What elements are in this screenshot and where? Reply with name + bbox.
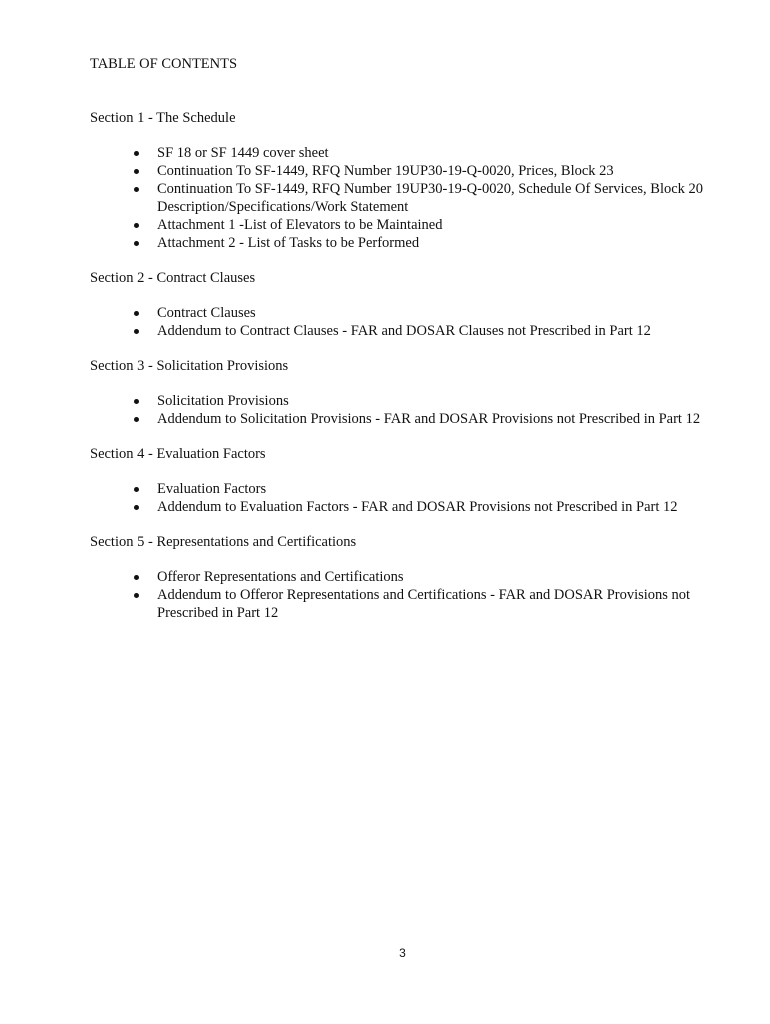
list-item: Addendum to Contract Clauses - FAR and DOSAR Clauses not Prescribed in Part 12: [157, 322, 730, 340]
page-number: 3: [399, 946, 406, 960]
list-item: Continuation To SF-1449, RFQ Number 19UP30-19-Q-0020, Prices, Block 23: [157, 162, 730, 180]
section-1: [90, 109, 730, 252]
toc-sections: [90, 109, 730, 639]
section-heading: Section 5 - Representations and Certifications: [90, 534, 357, 550]
list-item: Attachment 1 -List of Elevators to be Maintained: [157, 216, 730, 234]
section-2: [90, 269, 730, 340]
section-items: [90, 480, 730, 516]
list-item: Solicitation Provisions: [157, 392, 730, 410]
section-heading: Section 2 - Contract Clauses: [90, 270, 256, 286]
section-items: [90, 144, 730, 252]
section-heading: Section 4 - Evaluation Factors: [90, 446, 266, 462]
list-item: Continuation To SF-1449, RFQ Number 19UP30-19-Q-0020, Schedule Of Services, Block 20 Description/Specifications/Work Statement: [157, 180, 730, 216]
list-item: SF 18 or SF 1449 cover sheet: [157, 144, 730, 162]
section-items: [90, 304, 730, 340]
section-heading: Section 3 - Solicitation Provisions: [90, 358, 289, 374]
list-item: Addendum to Evaluation Factors - FAR and DOSAR Provisions not Prescribed in Part 12: [157, 498, 730, 516]
section-heading: Section 1 - The Schedule: [90, 110, 236, 126]
section-4: [90, 445, 730, 516]
section-5: [90, 533, 730, 622]
list-item: Addendum to Solicitation Provisions - FAR and DOSAR Provisions not Prescribed in Part 12: [157, 410, 730, 428]
list-item: Offeror Representations and Certifications: [157, 568, 730, 586]
section-3: [90, 357, 730, 428]
list-item: Attachment 2 - List of Tasks to be Performed: [157, 234, 730, 252]
page-title: TABLE OF CONTENTS: [90, 56, 238, 72]
section-items: [90, 392, 730, 428]
list-item: Evaluation Factors: [157, 480, 730, 498]
list-item: Addendum to Offeror Representations and Certifications - FAR and DOSAR Provisions not Prescribed in Part 12: [157, 586, 730, 622]
section-items: [90, 568, 730, 622]
list-item: Contract Clauses: [157, 304, 730, 322]
